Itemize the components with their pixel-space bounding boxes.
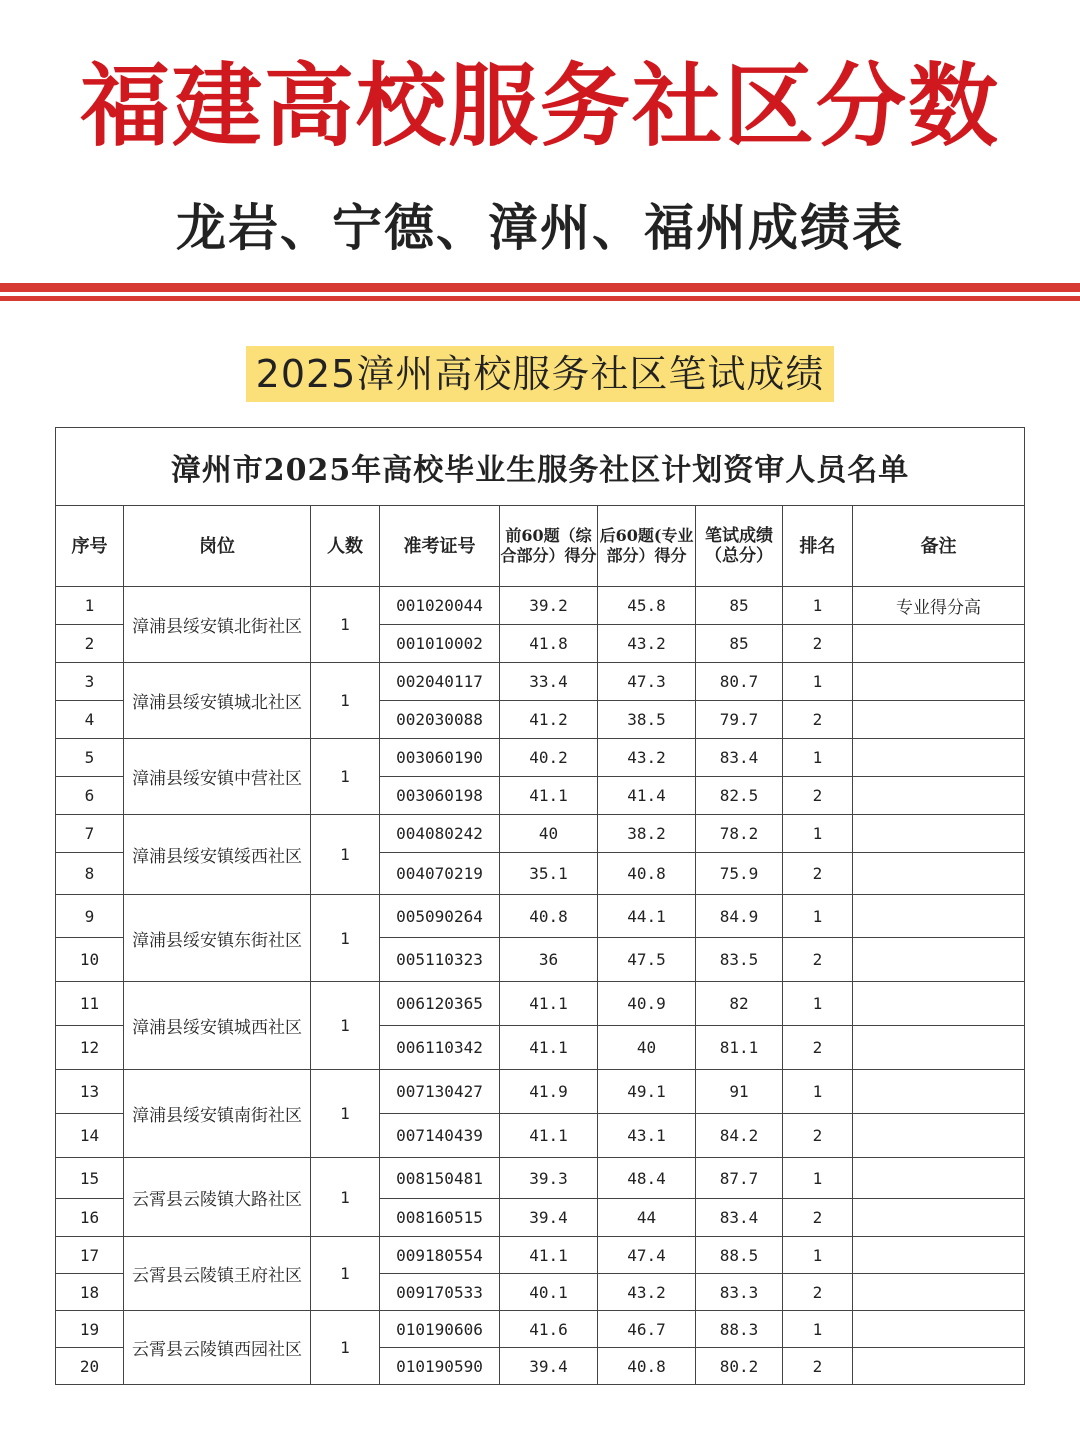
table-row (56, 663, 1025, 701)
table-row (56, 1311, 1025, 1348)
col-header-note: 备注 (853, 506, 1025, 587)
cell-note (853, 982, 1025, 1026)
page-subtitle: 龙岩、宁德、漳州、福州成绩表 (176, 199, 904, 257)
cell-count: 1 (311, 1158, 380, 1237)
cell-total-score: 82.5 (696, 777, 783, 815)
cell-total-score: 83.4 (696, 739, 783, 777)
table-row (56, 982, 1025, 1026)
cell-part-b-score: 41.4 (598, 777, 696, 815)
cell-post: 漳浦县绥安镇城西社区 (124, 982, 311, 1070)
cell-note (853, 853, 1025, 895)
cell-part-a-score: 36 (500, 938, 598, 982)
cell-note (853, 1070, 1025, 1114)
cell-part-b-score: 43.2 (598, 739, 696, 777)
cell-exam-id: 009180554 (380, 1237, 500, 1274)
cell-rank: 2 (783, 1114, 853, 1158)
cell-part-a-score: 41.8 (500, 625, 598, 663)
cell-note (853, 1114, 1025, 1158)
divider-stripe-thick (0, 283, 1080, 292)
cell-total-score: 85 (696, 587, 783, 625)
cell-part-b-score: 40.8 (598, 1348, 696, 1385)
cell-part-b-score: 45.8 (598, 587, 696, 625)
cell-count: 1 (311, 1311, 380, 1385)
table-row (56, 739, 1025, 777)
cell-rank: 1 (783, 663, 853, 701)
cell-rank: 1 (783, 739, 853, 777)
cell-note (853, 701, 1025, 739)
cell-total-score: 81.1 (696, 1026, 783, 1070)
cell-total-score: 82 (696, 982, 783, 1026)
cell-rank: 2 (783, 1199, 853, 1237)
cell-no: 14 (56, 1114, 124, 1158)
cell-count: 1 (311, 739, 380, 815)
cell-no: 2 (56, 625, 124, 663)
cell-total-score: 88.3 (696, 1311, 783, 1348)
cell-total-score: 79.7 (696, 701, 783, 739)
cell-total-score: 83.5 (696, 938, 783, 982)
cell-note (853, 625, 1025, 663)
cell-total-score: 87.7 (696, 1158, 783, 1199)
cell-rank: 2 (783, 1348, 853, 1385)
table-body (56, 587, 1025, 1385)
cell-note (853, 777, 1025, 815)
cell-post: 漳浦县绥安镇绥西社区 (124, 815, 311, 895)
col-header-total: 笔试成绩（总分） (696, 506, 783, 587)
cell-part-b-score: 38.5 (598, 701, 696, 739)
cell-note (853, 1274, 1025, 1311)
cell-part-b-score: 43.2 (598, 1274, 696, 1311)
cell-exam-id: 006120365 (380, 982, 500, 1026)
table-row (56, 1237, 1025, 1274)
table-row (56, 587, 1025, 625)
cell-exam-id: 008160515 (380, 1199, 500, 1237)
cell-no: 7 (56, 815, 124, 853)
section-banner: 2025漳州高校服务社区笔试成绩 (246, 346, 835, 402)
cell-no: 13 (56, 1070, 124, 1114)
cell-part-a-score: 39.4 (500, 1199, 598, 1237)
cell-part-b-score: 47.3 (598, 663, 696, 701)
cell-count: 1 (311, 895, 380, 982)
table-row (56, 1158, 1025, 1199)
col-header-rank: 排名 (783, 506, 853, 587)
cell-note: 专业得分高 (853, 587, 1025, 625)
cell-part-b-score: 43.1 (598, 1114, 696, 1158)
cell-exam-id: 003060190 (380, 739, 500, 777)
score-table (55, 427, 1025, 1385)
cell-exam-id: 002030088 (380, 701, 500, 739)
cell-post: 漳浦县绥安镇中营社区 (124, 739, 311, 815)
cell-no: 5 (56, 739, 124, 777)
cell-count: 1 (311, 1070, 380, 1158)
cell-part-a-score: 33.4 (500, 663, 598, 701)
cell-no: 20 (56, 1348, 124, 1385)
cell-part-a-score: 41.1 (500, 1026, 598, 1070)
cell-post: 云霄县云陵镇西园社区 (124, 1311, 311, 1385)
cell-part-a-score: 41.1 (500, 777, 598, 815)
cell-part-a-score: 41.1 (500, 1114, 598, 1158)
cell-part-a-score: 41.9 (500, 1070, 598, 1114)
cell-rank: 2 (783, 625, 853, 663)
col-header-post: 岗位 (124, 506, 311, 587)
cell-no: 18 (56, 1274, 124, 1311)
cell-exam-id: 005110323 (380, 938, 500, 982)
cell-no: 1 (56, 587, 124, 625)
cell-no: 11 (56, 982, 124, 1026)
banner-wrap (0, 346, 1080, 402)
cell-exam-id: 008150481 (380, 1158, 500, 1199)
cell-part-b-score: 46.7 (598, 1311, 696, 1348)
cell-part-a-score: 39.2 (500, 587, 598, 625)
cell-no: 16 (56, 1199, 124, 1237)
table-row (56, 895, 1025, 938)
cell-no: 9 (56, 895, 124, 938)
cell-total-score: 88.5 (696, 1237, 783, 1274)
cell-note (853, 938, 1025, 982)
cell-post: 云霄县云陵镇大路社区 (124, 1158, 311, 1237)
cell-no: 3 (56, 663, 124, 701)
cell-part-a-score: 39.3 (500, 1158, 598, 1199)
cell-part-b-score: 40.8 (598, 853, 696, 895)
cell-rank: 2 (783, 701, 853, 739)
cell-rank: 1 (783, 1158, 853, 1199)
table-caption: 漳州市2025年高校毕业生服务社区计划资审人员名单 (56, 428, 1025, 506)
cell-no: 17 (56, 1237, 124, 1274)
cell-part-a-score: 40 (500, 815, 598, 853)
cell-exam-id: 010190606 (380, 1311, 500, 1348)
cell-part-b-score: 40 (598, 1026, 696, 1070)
cell-part-b-score: 44 (598, 1199, 696, 1237)
cell-note (853, 663, 1025, 701)
cell-no: 10 (56, 938, 124, 982)
cell-no: 4 (56, 701, 124, 739)
col-header-no: 序号 (56, 506, 124, 587)
cell-part-a-score: 41.1 (500, 982, 598, 1026)
cell-part-a-score: 41.6 (500, 1311, 598, 1348)
cell-note (853, 1311, 1025, 1348)
table-row (56, 815, 1025, 853)
cell-post: 漳浦县绥安镇南街社区 (124, 1070, 311, 1158)
cell-rank: 1 (783, 1070, 853, 1114)
cell-rank: 1 (783, 1311, 853, 1348)
cell-part-b-score: 38.2 (598, 815, 696, 853)
cell-note (853, 739, 1025, 777)
divider-stripe-thin (0, 296, 1080, 301)
cell-note (853, 1237, 1025, 1274)
cell-rank: 2 (783, 1026, 853, 1070)
cell-part-a-score: 41.2 (500, 701, 598, 739)
col-header-id: 准考证号 (380, 506, 500, 587)
cell-rank: 2 (783, 938, 853, 982)
cell-part-a-score: 40.8 (500, 895, 598, 938)
cell-exam-id: 001020044 (380, 587, 500, 625)
cell-post: 漳浦县绥安镇城北社区 (124, 663, 311, 739)
cell-exam-id: 002040117 (380, 663, 500, 701)
cell-post: 漳浦县绥安镇北街社区 (124, 587, 311, 663)
cell-total-score: 75.9 (696, 853, 783, 895)
cell-post: 云霄县云陵镇王府社区 (124, 1237, 311, 1311)
cell-part-a-score: 41.1 (500, 1237, 598, 1274)
cell-part-b-score: 47.5 (598, 938, 696, 982)
cell-part-b-score: 40.9 (598, 982, 696, 1026)
cell-no: 15 (56, 1158, 124, 1199)
cell-rank: 1 (783, 895, 853, 938)
page-title: 福建高校服务社区分数 (80, 54, 1000, 159)
col-header-count: 人数 (311, 506, 380, 587)
cell-part-b-score: 43.2 (598, 625, 696, 663)
cell-total-score: 78.2 (696, 815, 783, 853)
table-row (56, 1070, 1025, 1114)
cell-total-score: 83.3 (696, 1274, 783, 1311)
cell-total-score: 84.9 (696, 895, 783, 938)
cell-part-b-score: 48.4 (598, 1158, 696, 1199)
cell-total-score: 83.4 (696, 1199, 783, 1237)
cell-total-score: 84.2 (696, 1114, 783, 1158)
cell-note (853, 1348, 1025, 1385)
cell-exam-id: 007140439 (380, 1114, 500, 1158)
cell-rank: 1 (783, 1237, 853, 1274)
cell-exam-id: 010190590 (380, 1348, 500, 1385)
cell-part-b-score: 44.1 (598, 895, 696, 938)
cell-total-score: 80.2 (696, 1348, 783, 1385)
cell-rank: 1 (783, 815, 853, 853)
cell-rank: 2 (783, 853, 853, 895)
cell-part-b-score: 49.1 (598, 1070, 696, 1114)
cell-note (853, 895, 1025, 938)
cell-exam-id: 004080242 (380, 815, 500, 853)
cell-no: 8 (56, 853, 124, 895)
cell-exam-id: 004070219 (380, 853, 500, 895)
cell-part-b-score: 47.4 (598, 1237, 696, 1274)
cell-rank: 1 (783, 982, 853, 1026)
cell-count: 1 (311, 1237, 380, 1311)
cell-rank: 1 (783, 587, 853, 625)
cell-part-a-score: 39.4 (500, 1348, 598, 1385)
col-header-part-b: 后60题(专业部分）得分 (598, 506, 696, 587)
cell-part-a-score: 40.2 (500, 739, 598, 777)
cell-no: 19 (56, 1311, 124, 1348)
cell-rank: 2 (783, 777, 853, 815)
cell-part-a-score: 40.1 (500, 1274, 598, 1311)
cell-note (853, 1026, 1025, 1070)
cell-exam-id: 009170533 (380, 1274, 500, 1311)
cell-post: 漳浦县绥安镇东街社区 (124, 895, 311, 982)
cell-no: 6 (56, 777, 124, 815)
col-header-part-a: 前60题（综合部分）得分 (500, 506, 598, 587)
cell-total-score: 91 (696, 1070, 783, 1114)
cell-exam-id: 005090264 (380, 895, 500, 938)
cell-rank: 2 (783, 1274, 853, 1311)
cell-total-score: 85 (696, 625, 783, 663)
cell-part-a-score: 35.1 (500, 853, 598, 895)
cell-note (853, 1199, 1025, 1237)
cell-count: 1 (311, 982, 380, 1070)
cell-count: 1 (311, 587, 380, 663)
cell-exam-id: 001010002 (380, 625, 500, 663)
cell-note (853, 1158, 1025, 1199)
cell-note (853, 815, 1025, 853)
cell-exam-id: 007130427 (380, 1070, 500, 1114)
cell-no: 12 (56, 1026, 124, 1070)
cell-exam-id: 006110342 (380, 1026, 500, 1070)
cell-total-score: 80.7 (696, 663, 783, 701)
cell-count: 1 (311, 663, 380, 739)
cell-count: 1 (311, 815, 380, 895)
cell-exam-id: 003060198 (380, 777, 500, 815)
table-header-row (56, 506, 1025, 587)
